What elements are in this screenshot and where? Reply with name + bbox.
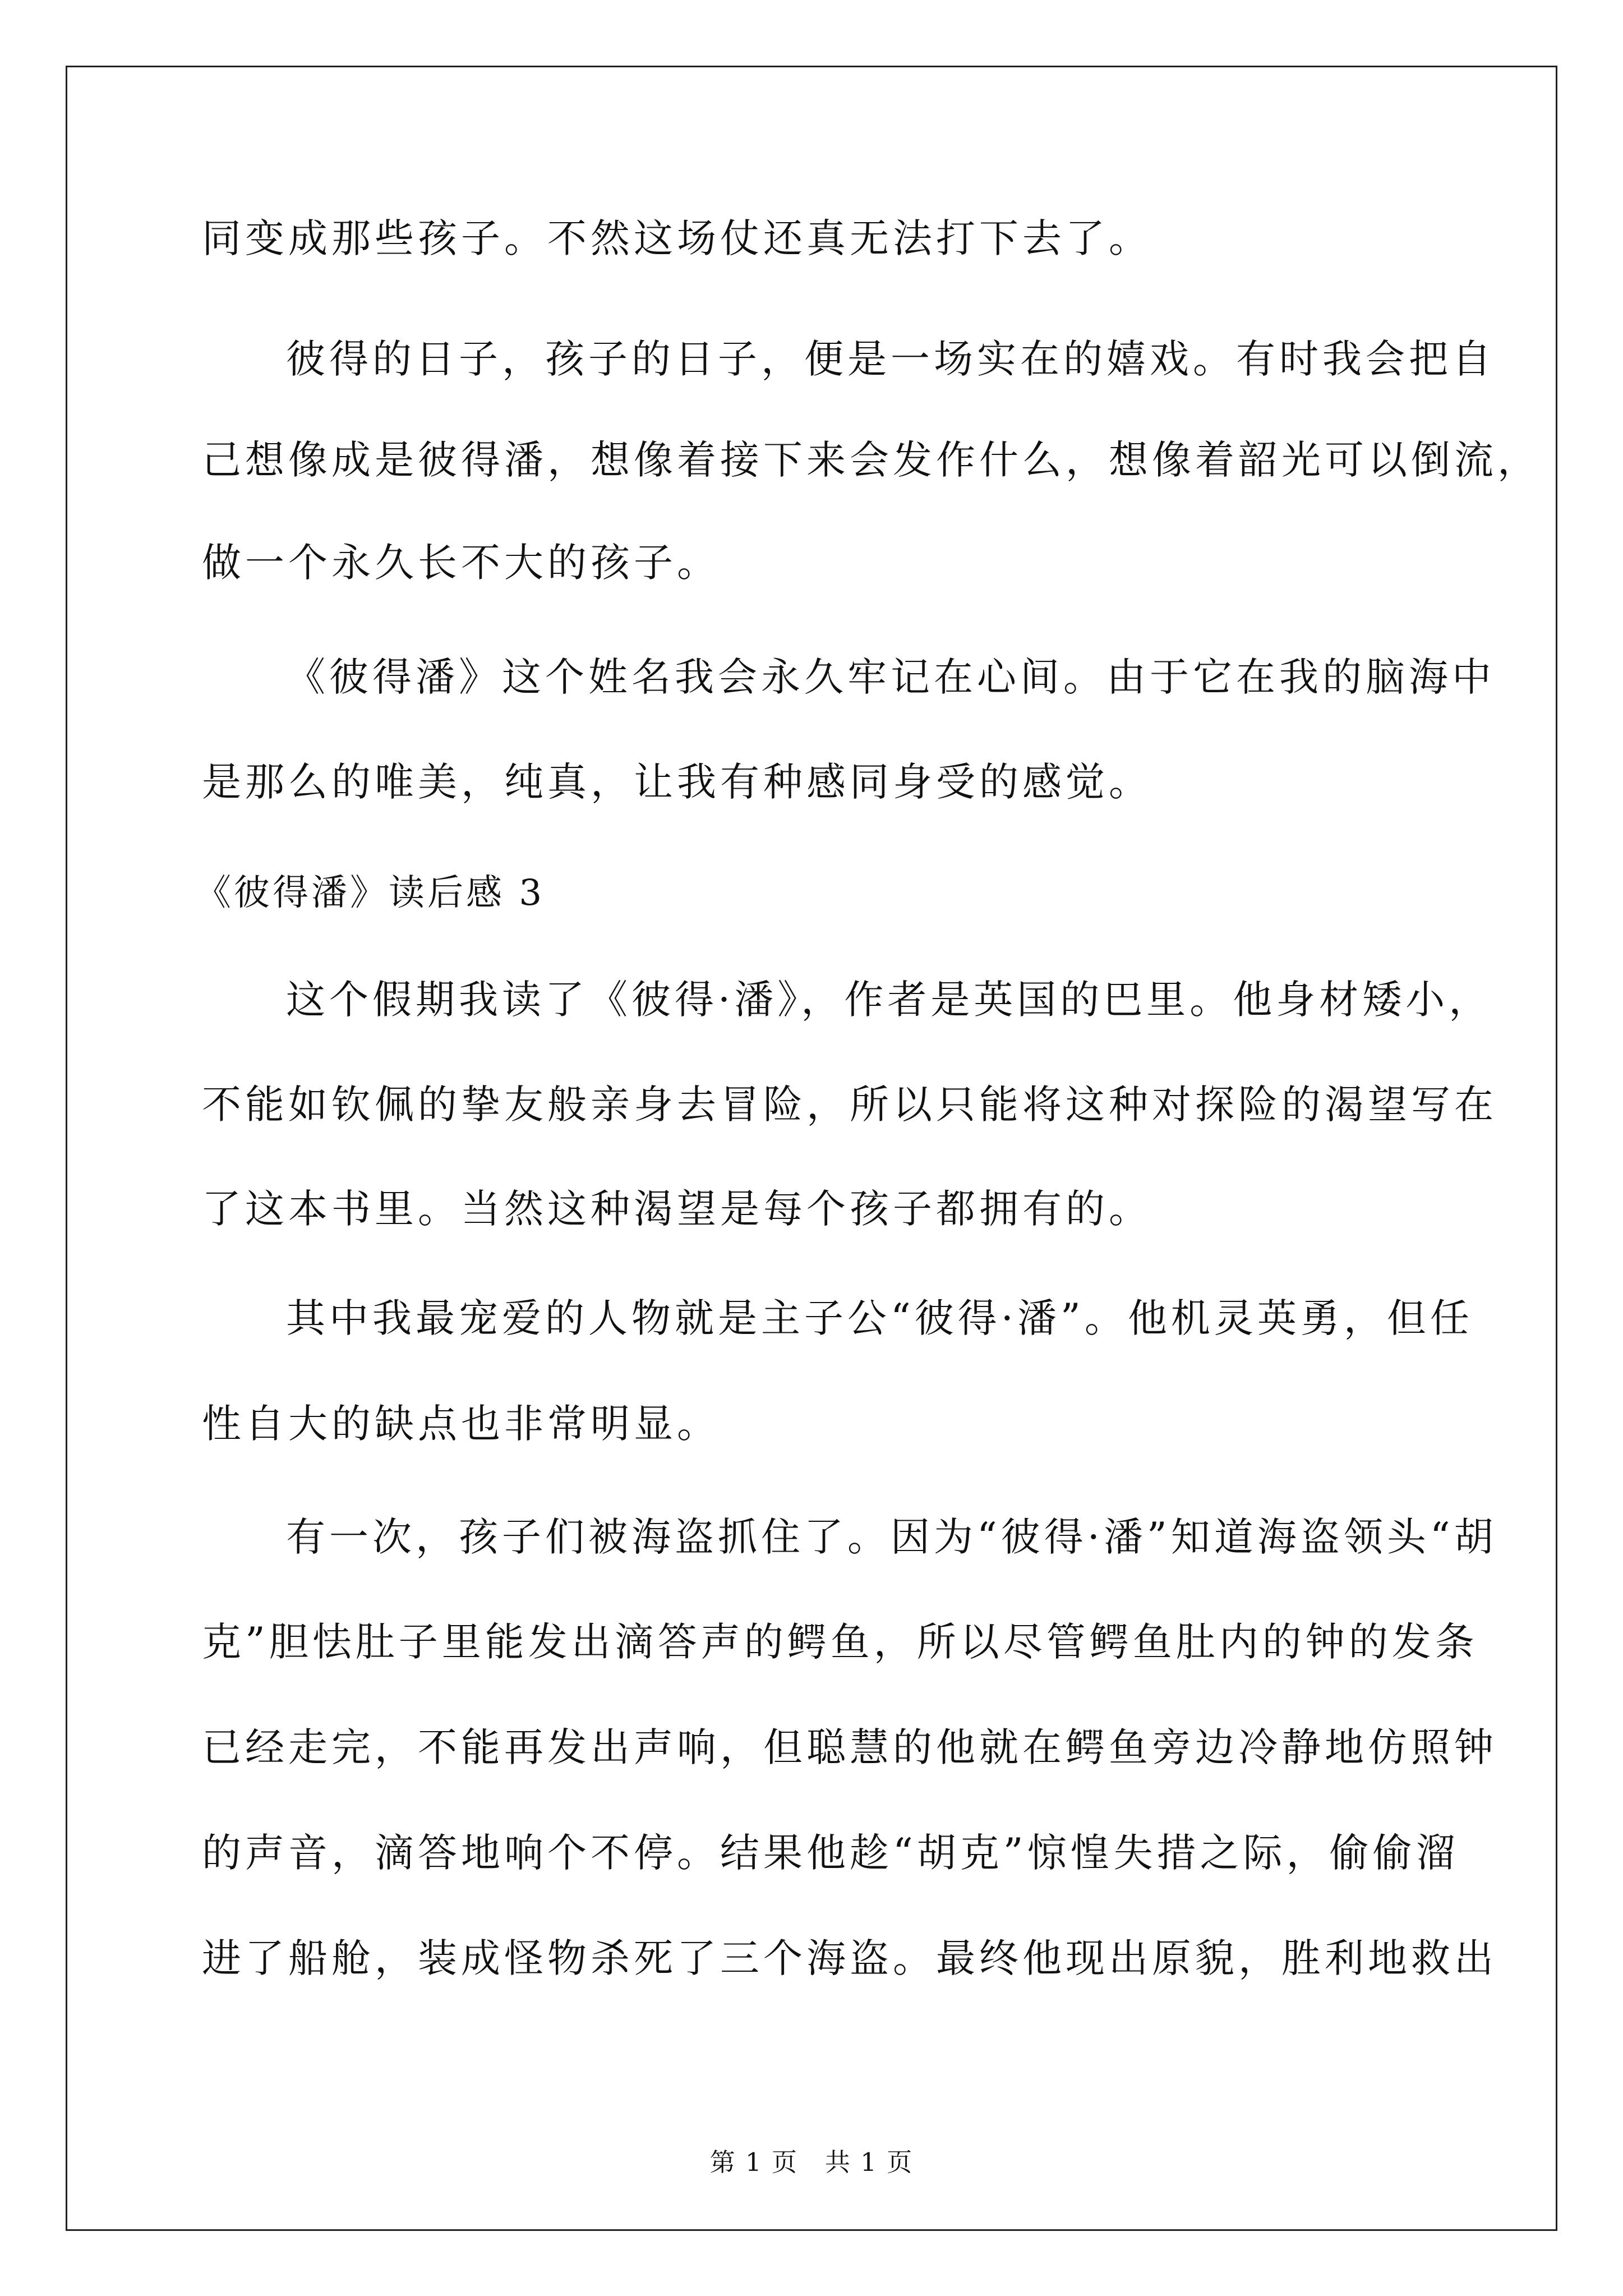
page-total: 共 1 页	[825, 2147, 914, 2177]
section-heading: 《彼得潘》读后感 3	[195, 872, 545, 914]
paragraph-line: 这个假期我读了《彼得·潘》，作者是英国的巴里。他身材矮小，	[286, 977, 1492, 1023]
text-line: 做一个永久长不大的孩子。	[202, 540, 720, 586]
text-line: 已经走完，不能再发出声响，但聪慧的他就在鳄鱼旁边冷静地仿照钟	[202, 1724, 1497, 1770]
paragraph-line: 《彼得潘》这个姓名我会永久牢记在心间。由于它在我的脑海中	[286, 654, 1495, 700]
text-line: 了这本书里。当然这种渴望是每个孩子都拥有的。	[202, 1186, 1152, 1232]
paragraph-line: 其中我最宠爱的人物就是主子公“彼得·潘”。他机灵英勇，但任	[286, 1295, 1473, 1341]
page-footer	[0, 2142, 1623, 2178]
paragraph-line: 彼得的日子，孩子的日子，便是一场实在的嬉戏。有时我会把自	[286, 336, 1495, 382]
paragraph-line: 有一次，孩子们被海盗抓住了。因为“彼得·潘”知道海盗领头“胡	[286, 1514, 1497, 1560]
page-border	[66, 66, 1557, 2231]
text-line: 是那么的唯美，纯真，让我有种感同身受的感觉。	[202, 759, 1152, 805]
text-line: 同变成那些孩子。不然这场仗还真无法打下去了。	[202, 215, 1152, 261]
text-line: 性自大的缺点也非常明显。	[202, 1401, 720, 1447]
page-number: 第 1 页	[709, 2147, 798, 2177]
text-line: 不能如钦佩的挚友般亲身去冒险，所以只能将这种对探险的渴望写在	[202, 1082, 1497, 1128]
text-line: 己想像成是彼得潘，想像着接下来会发作什么，想像着韶光可以倒流，	[202, 437, 1541, 483]
text-line: 的声音，滴答地响个不停。结果他趁“胡克”惊惶失措之际，偷偷溜	[202, 1830, 1459, 1876]
text-line: 进了船舱，装成怪物杀死了三个海盗。最终他现出原貌，胜利地救出	[202, 1935, 1497, 1981]
text-line: 克”胆怯肚子里能发出滴答声的鳄鱼，所以尽管鳄鱼肚内的钟的发条	[202, 1619, 1478, 1665]
